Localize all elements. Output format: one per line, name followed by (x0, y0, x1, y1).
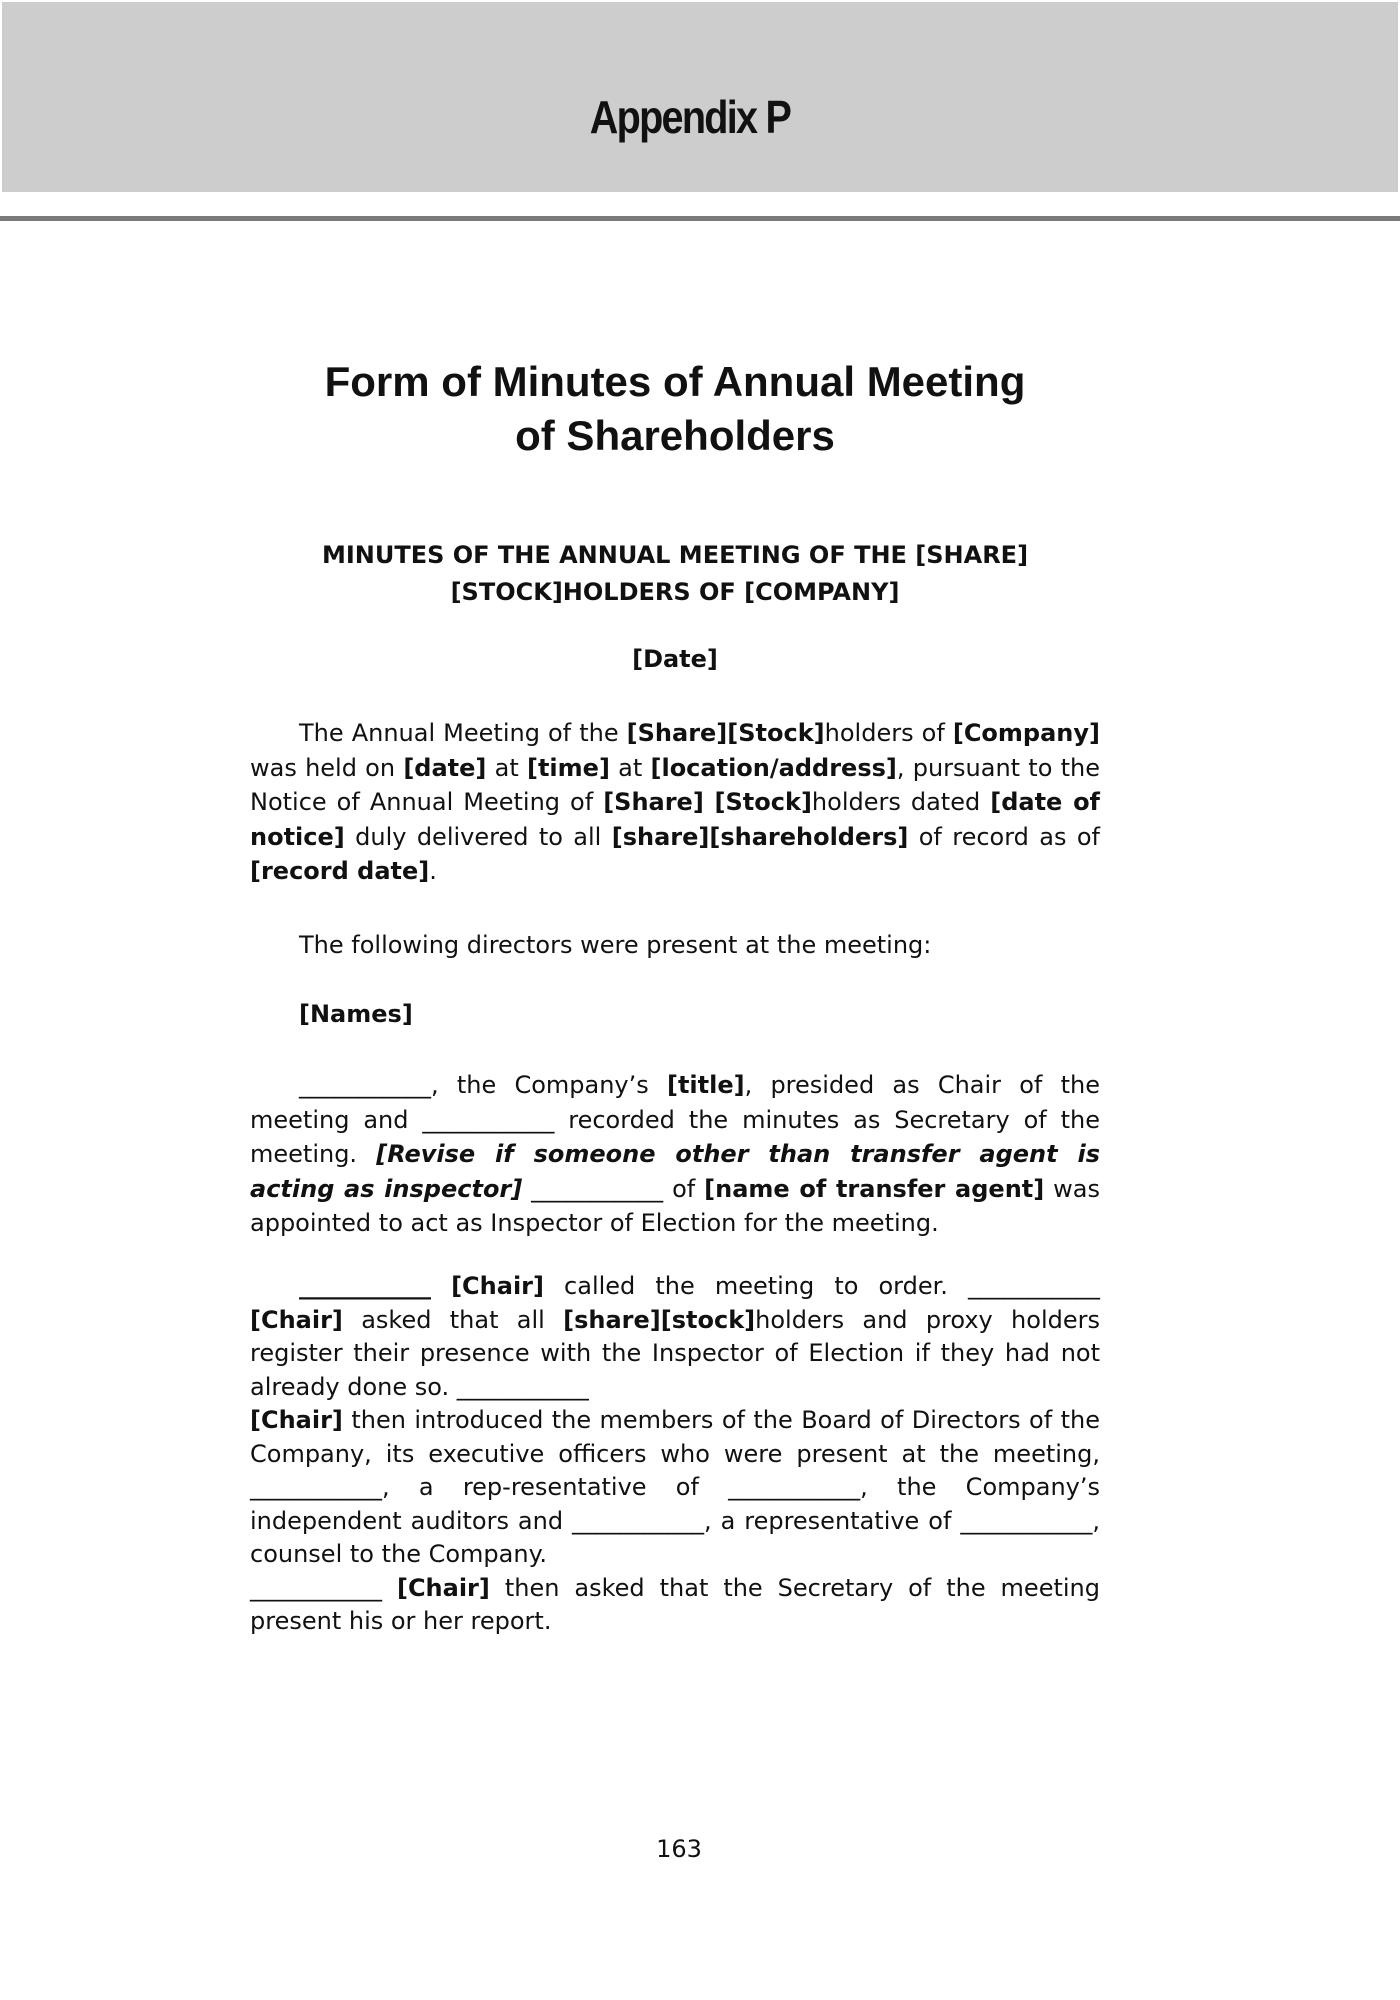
directors-present-paragraph: The following directors were present at the meeting: (299, 931, 932, 959)
meeting-proceedings-paragraph: ___________ [Chair] called the meeting to order. ___________ [Chair] asked that all [share][stock]holders and proxy holders register their presence with the Inspector of Election if they had not already done so. ___________ [Chair] then introduced the members of the Board of Directors of the Company, its executive officers who were present at the meeting, ___________, a rep-resentative of ___________, the Company’s independent auditors and ___________, a representative of ___________, counsel to the Company. ___________ [Chair] then asked that the Secretary of the meeting present his or her report. (250, 1272, 1100, 1635)
names-placeholder: [Names] (299, 1000, 413, 1028)
subheading-line-2: [STOCK]HOLDERS OF [COMPANY] (450, 578, 900, 606)
appendix-title: Appendix P (589, 91, 791, 143)
page-number: 163 (656, 1835, 702, 1863)
header-divider (0, 216, 1400, 221)
subheading-line-1: MINUTES OF THE ANNUAL MEETING OF THE [SHARE] (321, 541, 1029, 569)
page-title-line-1: Form of Minutes of Annual Meeting (324, 358, 1026, 405)
page-title-line-2: of Shareholders (515, 412, 835, 459)
meeting-details-paragraph: The Annual Meeting of the [Share][Stock]holders of [Company] was held on [date] at [time] at [location/address], pursuant to the Notice of Annual Meeting of [Share] [Stock]holders dated [date of notice] duly delivered to all [share][shareholders] of record as of [record date]. (250, 719, 1101, 885)
chair-secretary-paragraph: ___________, the Company’s [title], presided as Chair of the meeting and ___________ recorded the minutes as Secretary of the meeting. [Revise if someone other than transfer agent is acting as inspector] ___________ of [name of transfer agent] was appointed to act as Inspector of Election for the meeting. (250, 1071, 1101, 1237)
page-title (250, 355, 1100, 463)
minutes-subheading (250, 537, 1100, 611)
date-placeholder: [Date] (632, 645, 718, 673)
